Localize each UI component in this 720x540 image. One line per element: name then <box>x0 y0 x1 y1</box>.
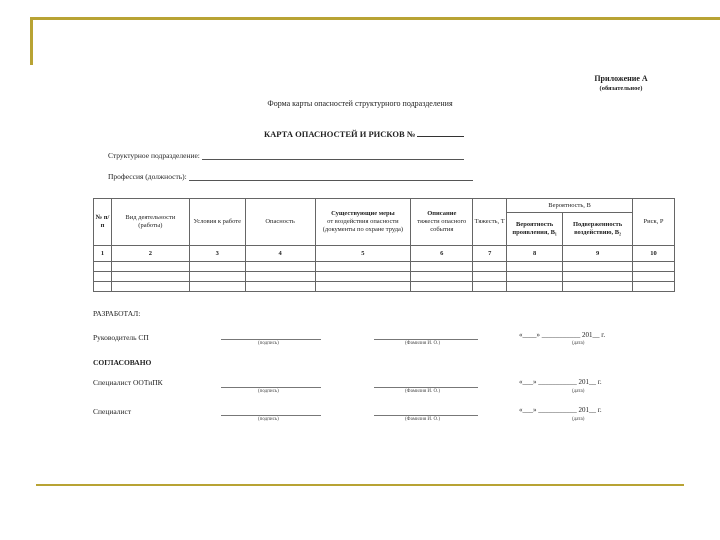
division-label: Структурное подразделение: <box>108 151 200 160</box>
head-sign-line <box>221 339 321 340</box>
specialist-ot-label: Специалист ООТиПК <box>93 378 163 387</box>
developed-label: РАЗРАБОТАЛ: <box>93 309 141 318</box>
header-hazard: Опасность <box>245 199 315 246</box>
card-title-text: КАРТА ОПАСНОСТЕЙ И РИСКОВ № <box>264 129 416 139</box>
column-number: 5 <box>315 246 411 262</box>
specialist-sign-caption: (подпись) <box>258 417 279 422</box>
header-description-rest: тяжести опасного события <box>417 218 467 233</box>
header-prob-exposure: Подверженность воздействию, В₂ <box>563 213 633 246</box>
appendix-title: Приложение А <box>594 74 648 83</box>
header-description-title: Описание <box>427 210 457 217</box>
column-number: 6 <box>411 246 473 262</box>
column-number: 3 <box>189 246 245 262</box>
table-row <box>94 262 675 272</box>
head-name-caption: (Фамилия И. О.) <box>405 341 441 346</box>
head-sign-caption: (подпись) <box>258 341 279 346</box>
head-label: Руководитель СП <box>93 333 149 342</box>
specialist-name-line <box>374 415 478 416</box>
hazard-risk-table <box>93 198 675 292</box>
frame-left-border <box>30 17 33 65</box>
header-measures-rest: от воздействия опасности (документы по охране труда) <box>322 218 404 233</box>
specialist-ot-name-line <box>374 387 478 388</box>
appendix-subtitle: (обязательное) <box>599 85 643 92</box>
header-measures-title: Существующие меры <box>331 210 395 217</box>
specialist-date-caption: (дата) <box>572 417 585 422</box>
header-probability-group: Вероятность, В <box>507 199 633 213</box>
agreed-label: СОГЛАСОВАНО <box>93 358 152 367</box>
head-name-line <box>374 339 478 340</box>
column-number: 9 <box>563 246 633 262</box>
column-number: 8 <box>507 246 563 262</box>
specialist-ot-sign-caption: (подпись) <box>258 389 279 394</box>
column-number: 4 <box>245 246 315 262</box>
header-prob-occurrence: Вероятность проявления, В₁ <box>507 213 563 246</box>
specialist-name-caption: (Фамилия И. О.) <box>405 417 441 422</box>
table-row <box>94 272 675 282</box>
frame-bottom-border <box>36 484 684 486</box>
head-date: «____» ___________ 201__ г. <box>519 331 606 339</box>
profession-label: Профессия (должность): <box>108 172 187 181</box>
column-number: 1 <box>94 246 112 262</box>
specialist-label: Специалист <box>93 407 132 416</box>
specialist-date: «___» ___________ 201__ г. <box>519 406 602 414</box>
frame-top-border <box>30 17 720 20</box>
header-num: № п/п <box>94 199 112 246</box>
header-severity: Тяжесть, Т <box>473 199 507 246</box>
header-conditions: Условия к работе <box>189 199 245 246</box>
appendix-label <box>588 74 654 94</box>
header-measures <box>315 199 411 246</box>
head-date-caption: (дата) <box>572 341 585 346</box>
specialist-ot-date-caption: (дата) <box>572 389 585 394</box>
profession-line <box>189 173 473 181</box>
specialist-sign-line <box>221 415 321 416</box>
division-field <box>108 151 464 160</box>
column-number: 7 <box>473 246 507 262</box>
column-number: 2 <box>111 246 189 262</box>
specialist-ot-sign-line <box>221 387 321 388</box>
header-risk: Риск, Р <box>633 199 675 246</box>
column-number: 10 <box>633 246 675 262</box>
card-number-line <box>417 136 464 137</box>
header-activity: Вид деятельности (работы) <box>111 199 189 246</box>
card-title <box>264 129 464 139</box>
specialist-ot-name-caption: (Фамилия И. О.) <box>405 389 441 394</box>
header-description <box>411 199 473 246</box>
form-title: Форма карты опасностей структурного подразделения <box>267 99 453 108</box>
specialist-ot-date: «___» ___________ 201__ г. <box>519 378 602 386</box>
table-row <box>94 282 675 292</box>
division-line <box>202 152 464 160</box>
profession-field <box>108 172 473 181</box>
